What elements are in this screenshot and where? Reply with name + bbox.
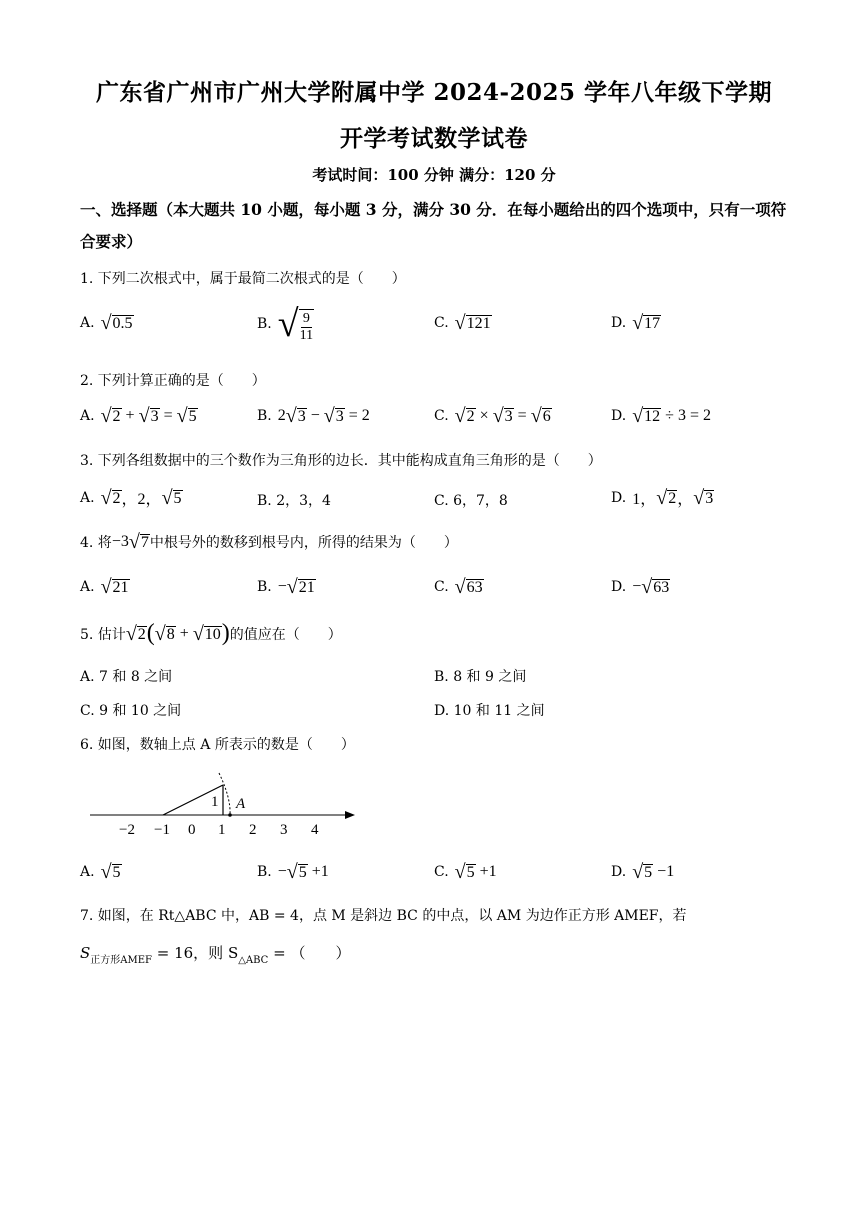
q5-option-d: D. 10 和 11 之间	[434, 703, 545, 719]
title-line-2: 开学考试数学试卷	[340, 125, 528, 152]
q4-option-b: B. − √ 21	[257, 576, 315, 598]
q5-option-c: C. 9 和 10 之间	[80, 703, 182, 719]
question-3-stem: 3. 下列各组数据中的三个数作为三角形的边长．其中能构成直角三角形的是（ ）	[80, 453, 602, 469]
tick-label: 3	[280, 822, 288, 838]
question-7-stem: 7. 如图，在 Rt△ABC 中，AB = 4，点 M 是斜边 BC 的中点，以 AM 为边作正方形 AMEF，若	[80, 908, 687, 924]
q6-option-a: A. √ 5	[80, 861, 121, 883]
tick-label: 4	[311, 822, 319, 838]
q2-option-b: B. 2 √ 3 − √ 3 = 2	[257, 405, 370, 427]
point-a-dot	[228, 813, 232, 817]
arc-dashed	[219, 773, 230, 815]
q5-option-a: A. 7 和 8 之间	[80, 669, 173, 685]
q3-option-c: C. 6，7，8	[434, 493, 508, 509]
q6-option-d: D. √ 5 −1	[611, 861, 675, 883]
title-line-1: 广东省广州市广州大学附属中学 2024-2025 学年八年级下学期	[95, 79, 773, 106]
exam-meta: 考试时间：100 分钟 满分：120 分	[312, 166, 556, 184]
tick-label: 2	[249, 822, 257, 838]
q5-option-b: B. 8 和 9 之间	[434, 669, 527, 685]
q6-option-c: C. √ 5 +1	[434, 861, 497, 883]
tick-label: 1	[218, 822, 226, 838]
tick-label: −2	[119, 822, 135, 838]
q6-option-b: B. − √ 5 +1	[257, 861, 329, 883]
tick-label: 0	[188, 822, 196, 838]
q1-option-b: B. √ $\frac{9}{11}$	[257, 303, 314, 345]
q4-option-c: C. √ 63	[434, 576, 483, 598]
section-heading: 一、选择题（本大题共 10 小题，每小题 3 分，满分 30 分．在每小题给出的四个选项中，只有一项符合要求）	[80, 200, 787, 251]
q1-option-c: C. √ 121	[434, 312, 491, 334]
question-7-stem-line-2: $S_{正方形AMEF} = 16$，则 $S_{\triangle ABC}$ = （ ）	[80, 944, 351, 966]
q1-option-d: D. √ 17	[611, 312, 661, 334]
question-6-stem: 6. 如图，数轴上点 A 所表示的数是（ ）	[80, 737, 355, 753]
q2-option-c: C. √ 2 × √ 3 = √ 6	[434, 405, 551, 427]
q2-option-a: A. √ 2 + √ 3 = √ 5	[80, 405, 197, 427]
question-5-stem: 5. 估计 √ 2 ( √ 8 + √ 10 ) 的值应在（ ）	[80, 620, 342, 646]
q3-option-b: B. 2，3，4	[257, 493, 331, 509]
point-a-label: A	[236, 796, 246, 812]
q3-option-a: A. √ 2 ，2， √ 5	[80, 486, 182, 509]
question-1-stem: 1. 下列二次根式中，属于最简二次根式的是（ ）	[80, 271, 406, 287]
tick-label: −1	[154, 822, 170, 838]
question-4-stem: 4. 将 −3 √ 7 中根号外的数移到根号内，所得的结果为（ ）	[80, 531, 458, 553]
q4-option-d: D. − √ 63	[611, 576, 670, 598]
axis-arrow-icon	[345, 811, 355, 819]
number-line-figure	[85, 768, 365, 840]
q1-option-a: A. √ 0.5	[80, 312, 133, 334]
q3-option-d: D. 1， √ 2 ， √ 3	[611, 486, 714, 509]
question-2-stem: 2. 下列计算正确的是（ ）	[80, 373, 266, 389]
q2-option-d: D. √ 12 ÷ 3 = 2	[611, 405, 711, 427]
q4-option-a: A. √ 21	[80, 576, 129, 598]
height-label: 1	[211, 794, 219, 810]
